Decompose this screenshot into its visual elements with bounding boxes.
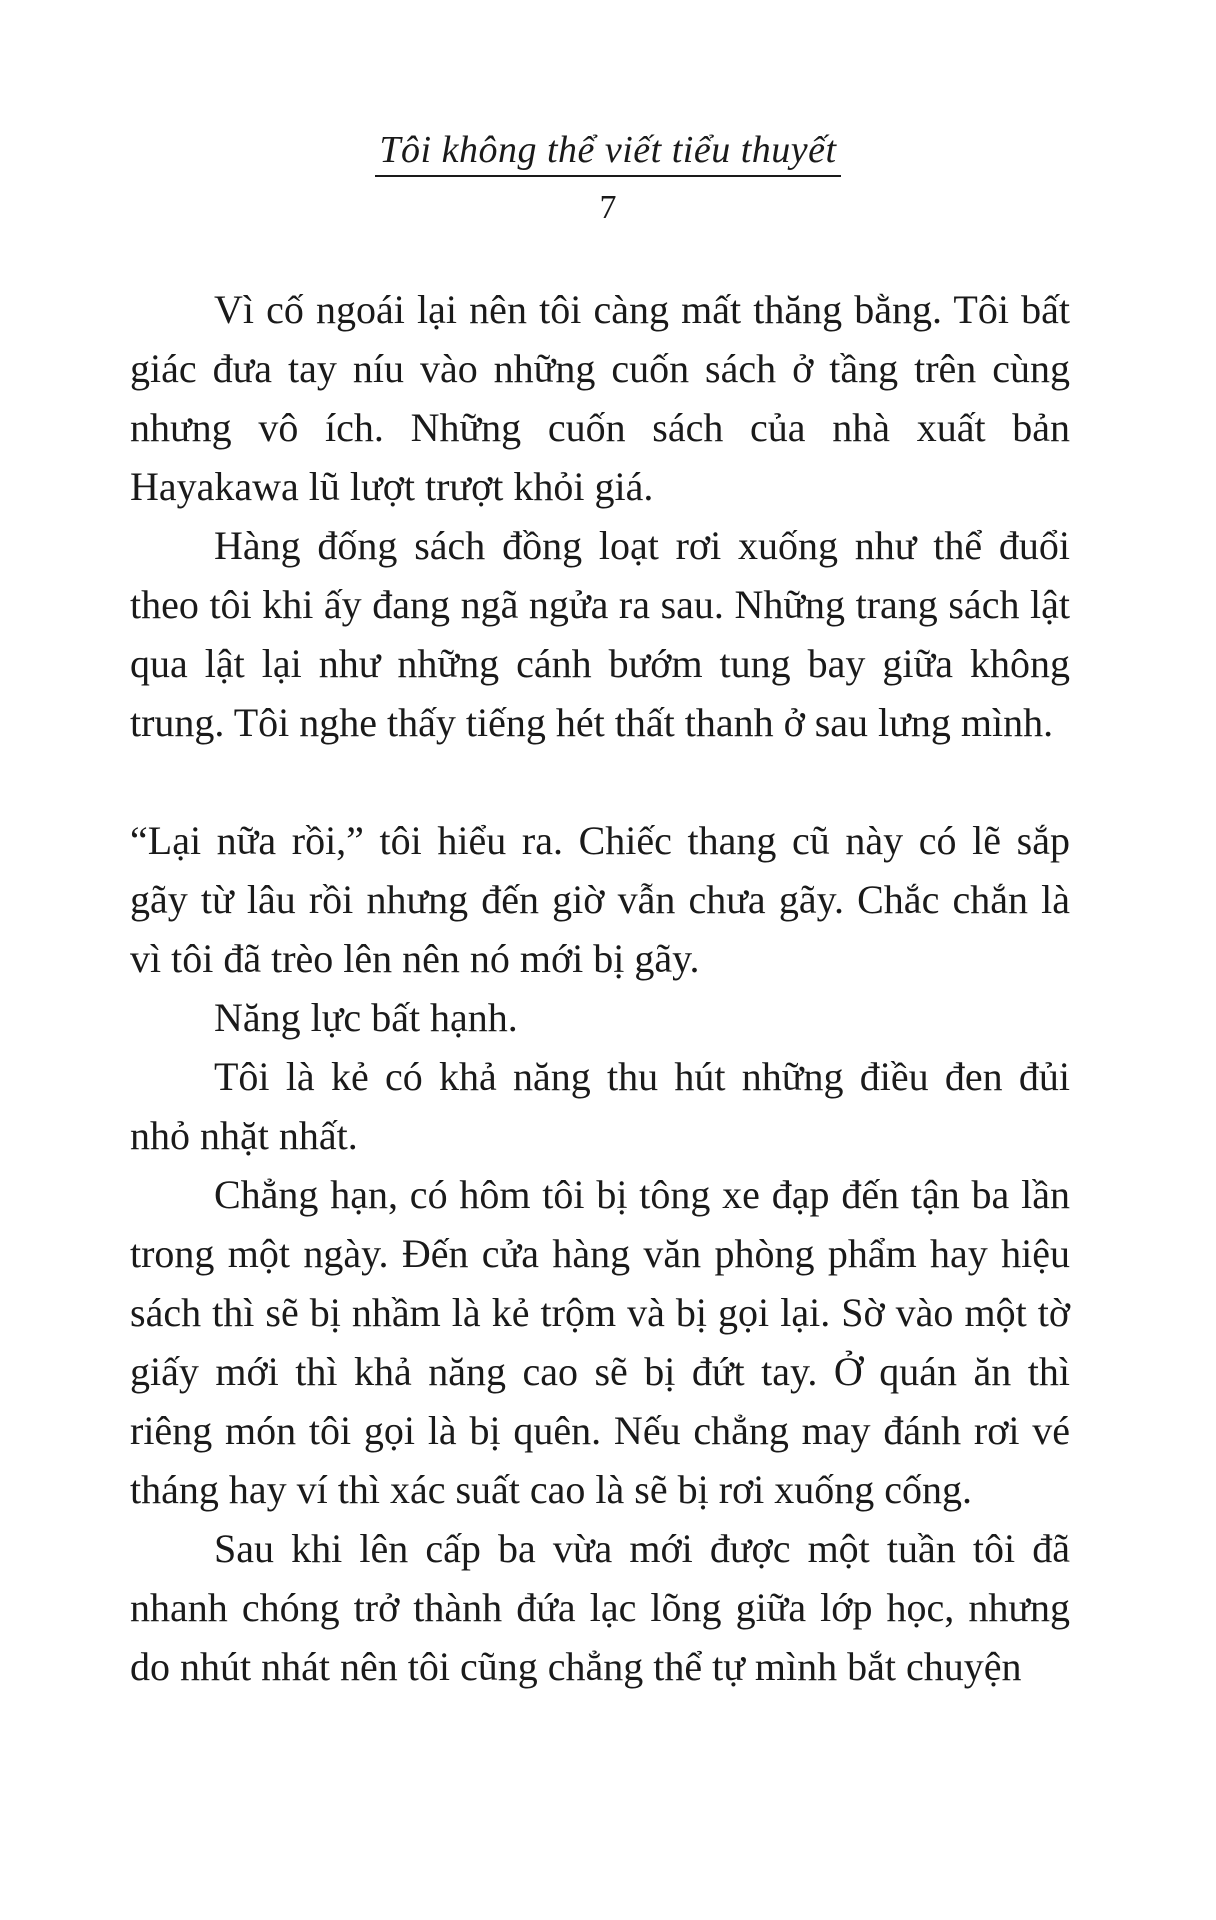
- page-number: 7: [599, 189, 617, 226]
- paragraph-5: Tôi là kẻ có khả năng thu hút những điều đen đủi nhỏ nhặt nhất.: [130, 1054, 1070, 1158]
- paragraph-6: Chẳng hạn, có hôm tôi bị tông xe đạp đến tận ba lần trong một ngày. Đến cửa hàng văn phòng phẩm hay hiệu sách thì sẽ bị nhầm là kẻ trộm và bị gọi lại. Sờ vào một tờ giấy mới thì khả năng cao sẽ bị đứt tay. Ở quán ăn thì riêng món tôi gọi là bị quên. Nếu chẳng may đánh rơi vé tháng hay ví thì xác suất cao là sẽ bị rơi xuống cống.: [130, 1172, 1070, 1512]
- paragraph-1: Vì cố ngoái lại nên tôi càng mất thăng bằng. Tôi bất giác đưa tay níu vào những cuốn sách ở tầng trên cùng nhưng vô ích. Những cuốn sách của nhà xuất bản Hayakawa lũ lượt trượt khỏi giá.: [130, 287, 1070, 509]
- paragraph-3: “Lại nữa rồi,” tôi hiểu ra. Chiếc thang cũ này có lẽ sắp gãy từ lâu rồi nhưng đến giờ vẫn chưa gãy. Chắc chắn là vì tôi đã trèo lên nên nó mới bị gãy.: [130, 818, 1070, 981]
- body-text: [130, 280, 1070, 1696]
- paragraph-2: Hàng đống sách đồng loạt rơi xuống như thể đuổi theo tôi khi ấy đang ngã ngửa ra sau. Những trang sách lật qua lật lại như những cánh bướm tung bay giữa không trung. Tôi nghe thấy tiếng hét thất thanh ở sau lưng mình.: [130, 523, 1070, 745]
- running-head: [0, 128, 1216, 177]
- paragraph-7: Sau khi lên cấp ba vừa mới được một tuần tôi đã nhanh chóng trở thành đứa lạc lõng giữa lớp học, nhưng do nhút nhát nên tôi cũng chẳng thể tự mình bắt chuyện: [130, 1526, 1070, 1689]
- paragraph-4: Năng lực bất hạnh.: [214, 995, 518, 1040]
- running-title: Tôi không thể viết tiểu thuyết: [375, 128, 840, 177]
